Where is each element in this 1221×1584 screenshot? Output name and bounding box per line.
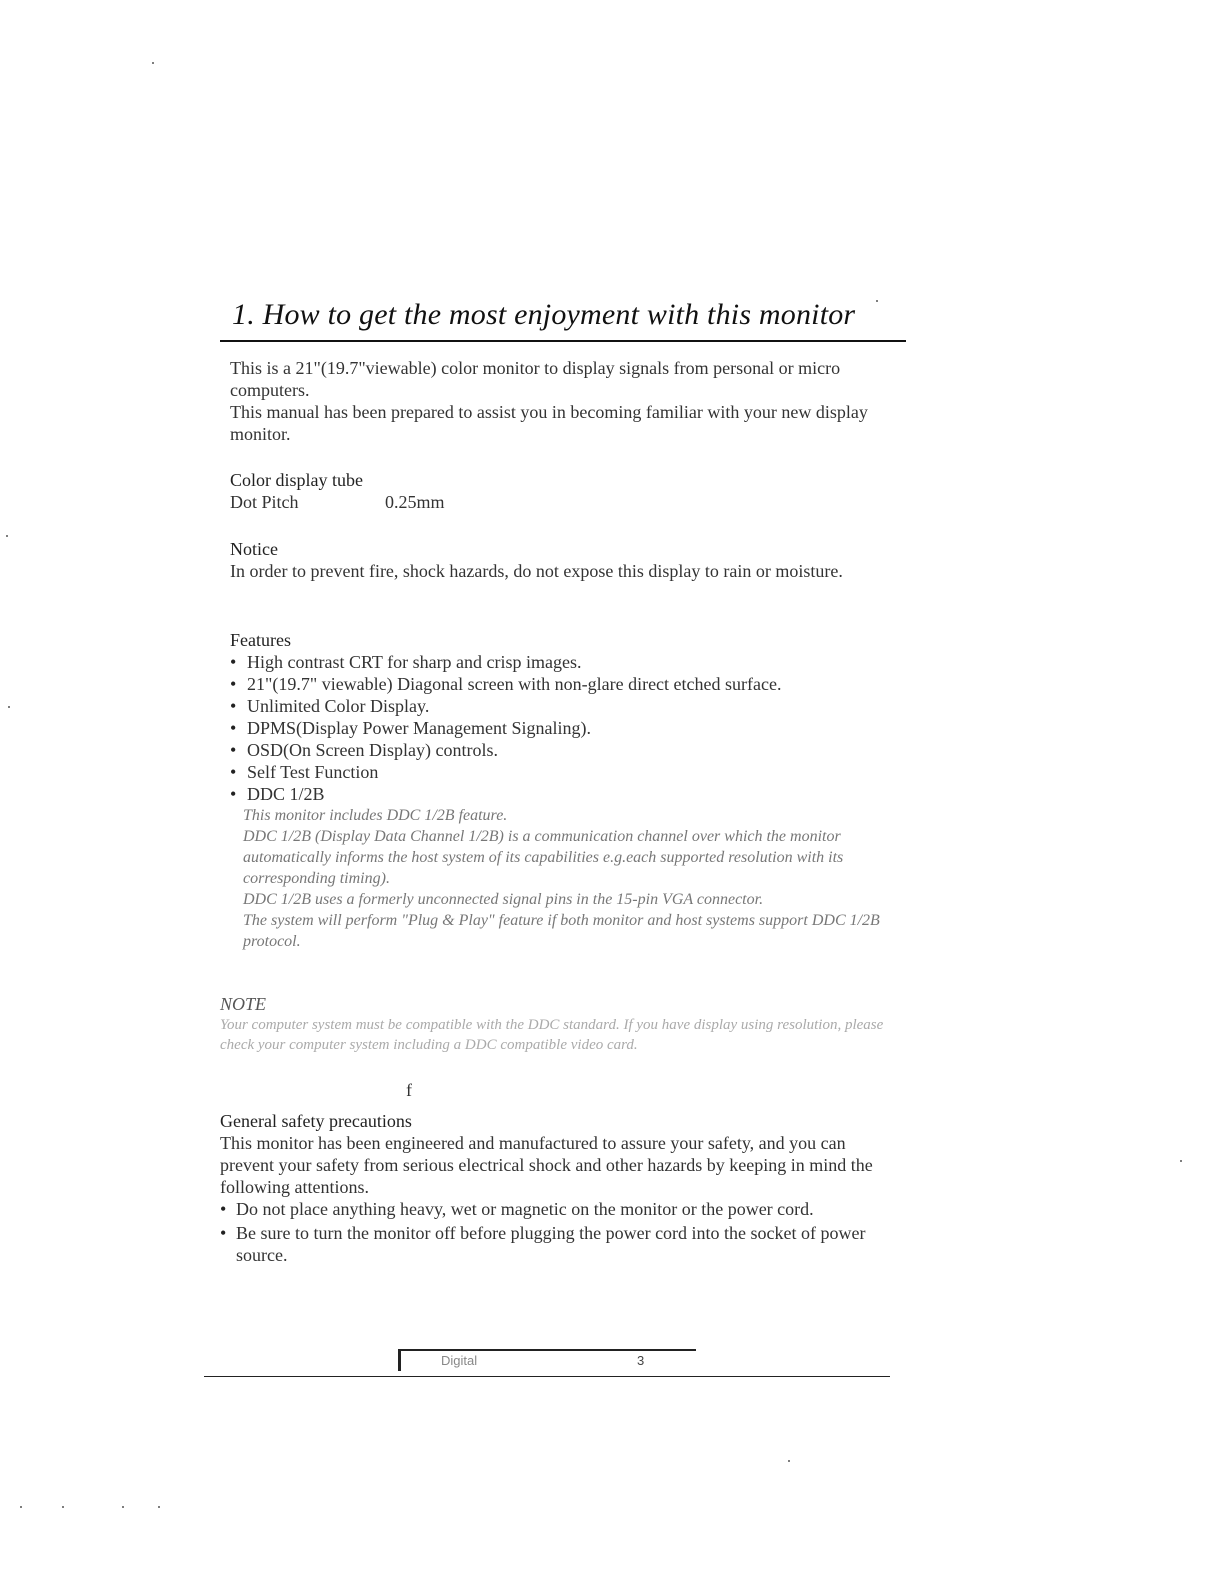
safety-item: • Be sure to turn the monitor off before plugging the power cord into the socket of power source. [220,1222,890,1266]
feature-item: • DDC 1/2B [230,783,900,805]
features-section [230,629,900,952]
dot-pitch-label: Dot Pitch [230,492,299,512]
scan-speck [1180,1160,1182,1162]
note-text: Your computer system must be compatible with the DDC standard. If you have display using resolution, please check your computer system including a DDC compatible video card. [220,1017,884,1053]
ddc-description-line: DDC 1/2B (Display Data Channel 1/2B) is a communication channel over which the monitor automatically informs the host system of its capabilities e.g.each supported resolution with its corresponding timing). [243,828,844,887]
dot-pitch-value: 0.25mm [385,492,445,512]
feature-item: • Self Test Function [230,761,900,783]
scan-speck [122,1506,124,1508]
feature-item: • Unlimited Color Display. [230,695,900,717]
ddc-description [230,805,900,952]
intro-paragraph-1: This is a 21"(19.7"viewable) color monitor to display signals from personal or micro computers. [230,358,841,400]
scan-speck [788,1460,790,1462]
intro-paragraph-2: This manual has been prepared to assist you in becoming familiar with your new display monitor. [230,402,868,444]
intro-section [230,357,900,445]
color-display-tube-heading: Color display tube [230,470,363,490]
stray-mark: f [406,1080,412,1100]
scan-speck [62,1506,64,1508]
footer-label: Digital [441,1353,478,1368]
safety-section [220,1110,890,1268]
feature-item: • OSD(On Screen Display) controls. [230,739,900,761]
note-section [220,993,890,1055]
safety-item: • Do not place anything heavy, wet or magnetic on the monitor or the power cord. [220,1198,890,1220]
features-heading: Features [230,630,291,650]
ddc-description-line: DDC 1/2B uses a formerly unconnected signal pins in the 15-pin VGA connector. [243,891,764,908]
feature-item: • DPMS(Display Power Management Signaling). [230,717,900,739]
title-underline [220,340,906,342]
scan-speck [6,535,8,537]
features-list [230,651,900,805]
safety-heading: General safety precautions [220,1111,412,1131]
ddc-description-line: This monitor includes DDC 1/2B feature. [243,807,508,824]
scan-speck [876,300,878,302]
scan-speck [8,706,10,708]
scan-speck [152,62,154,64]
scan-speck [158,1506,160,1508]
notice-heading: Notice [230,539,278,559]
footer-label-box [398,1349,696,1371]
note-heading: NOTE [220,994,267,1014]
safety-list [220,1198,890,1266]
footer-rule [204,1376,890,1377]
feature-item: • High contrast CRT for sharp and crisp images. [230,651,900,673]
scan-speck [20,1506,22,1508]
ddc-description-line: The system will perform "Plug & Play" feature if both monitor and host systems support DDC 1/2B protocol. [243,912,880,950]
page-title: 1. How to get the most enjoyment with this monitor [232,298,856,331]
color-display-tube-section [230,469,900,513]
dot-pitch-row [230,491,900,513]
notice-section [230,538,900,582]
page-number: 3 [637,1353,645,1368]
feature-item: • 21"(19.7" viewable) Diagonal screen with non-glare direct etched surface. [230,673,900,695]
safety-intro: This monitor has been engineered and manufactured to assure your safety, and you can prevent your safety from serious electrical shock and other hazards by keeping in mind the following attentions. [220,1133,873,1197]
notice-text: In order to prevent fire, shock hazards, do not expose this display to rain or moisture. [230,561,843,581]
